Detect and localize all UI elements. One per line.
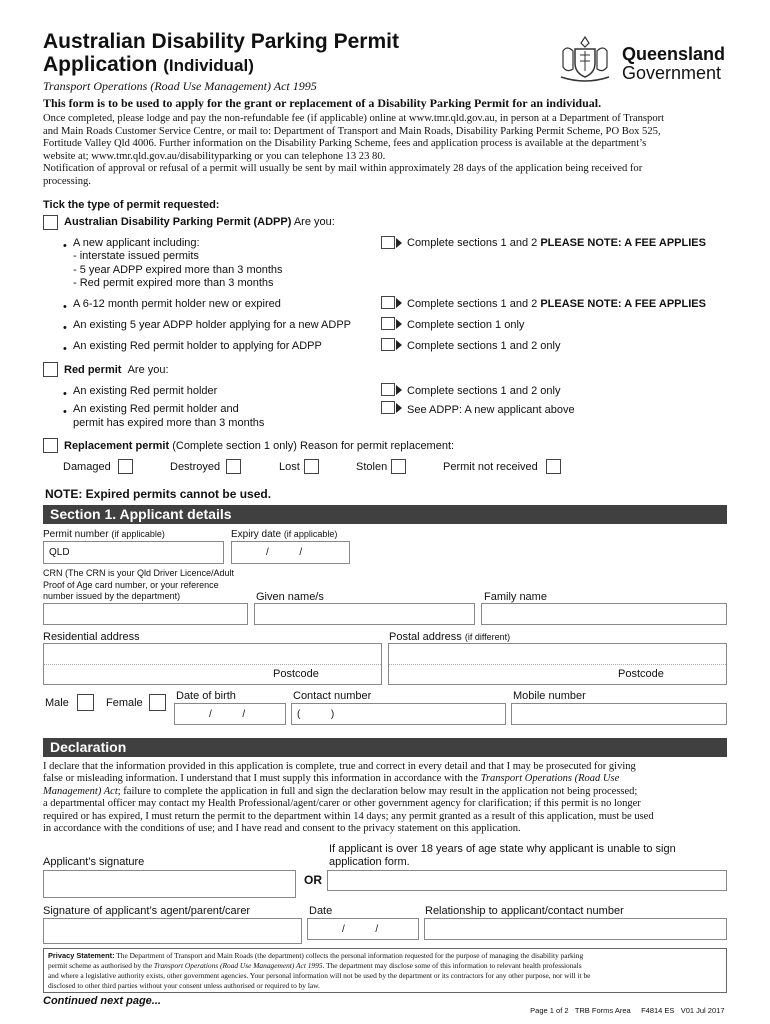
male-label: Male xyxy=(45,697,69,709)
crn-line: number issued by the department) xyxy=(43,591,181,601)
reason-lost-checkbox[interactable] xyxy=(304,459,319,474)
declaration-date-field[interactable] xyxy=(307,918,419,940)
over18-line: application form. xyxy=(329,856,410,868)
intro-line: website at; www.tmr.qld.gov.au/disabilityparking or you can telephone 13 23 80. xyxy=(43,150,386,162)
contact-number-label: Contact number xyxy=(293,690,372,702)
coat-of-arms-icon xyxy=(555,33,615,85)
adpp-item-existing-red-checkbox[interactable] xyxy=(381,338,403,351)
contact-number-field[interactable] xyxy=(291,703,506,725)
adpp-item-existing-red: An existing Red permit holder to applying for ADPP xyxy=(73,340,322,352)
postal-address-hint: (if different) xyxy=(464,632,511,642)
declaration-header: Declaration xyxy=(43,738,727,757)
adpp-label-row xyxy=(64,216,335,228)
arrow-right-icon xyxy=(396,340,402,350)
replacement-label-row xyxy=(64,440,454,452)
bullet: • xyxy=(63,240,67,252)
over18-instruction xyxy=(329,843,676,869)
relationship-field[interactable] xyxy=(424,918,727,940)
red-permit-suffix: Are you: xyxy=(127,364,169,376)
adpp-item-short-term: A 6-12 month permit holder new or expired xyxy=(73,298,281,310)
agent-signature-field[interactable] xyxy=(43,918,302,944)
footer-area: TRB Forms Area xyxy=(574,1006,631,1015)
adpp-item-short-term-checkbox[interactable] xyxy=(381,296,403,309)
permit-number-field[interactable] xyxy=(43,541,224,564)
female-checkbox[interactable] xyxy=(149,694,166,711)
intro-bold: This form is to be used to apply for the grant or replacement of a Disability Parking Permit for an individual. xyxy=(43,96,602,110)
declaration-line: in accordance with the conditions of use; and I have read and consent to the privacy statement on this application. xyxy=(43,823,521,835)
privacy-line-wrap xyxy=(48,951,724,961)
residential-address-field[interactable] xyxy=(43,643,382,685)
title-sub: (Individual) xyxy=(163,56,254,75)
crn-line: CRN (The CRN is your Qld Driver Licence/Adult xyxy=(43,568,235,578)
action-text: Complete sections 1 and 2 xyxy=(407,237,538,249)
privacy-statement-text xyxy=(48,951,724,991)
declaration-line: I declare that the information provided in this application is complete, true and correct in every detail and that I may be prosecuted for giving xyxy=(43,761,636,772)
title-line2-wrap xyxy=(43,53,399,77)
item-line: - interstate issued permits xyxy=(73,250,199,263)
arrow-right-icon xyxy=(396,238,402,248)
act-reference: Transport Operations (Road Use Management) Act 1995 xyxy=(43,79,317,93)
bullet: • xyxy=(63,301,67,313)
address-divider xyxy=(44,664,381,665)
red-permit-label-row xyxy=(64,364,169,376)
crn-line: Proof of Age card number, or your reference xyxy=(43,579,219,590)
bullet: • xyxy=(63,406,67,418)
red-permit-checkbox[interactable] xyxy=(43,362,58,377)
privacy-bold: Privacy Statement: xyxy=(48,951,115,960)
intro-paragraph xyxy=(43,113,743,189)
permit-number-label: Permit number xyxy=(43,529,109,540)
adpp-item-new-applicant xyxy=(73,237,283,290)
arrow-right-icon xyxy=(396,298,402,308)
privacy-statement-box xyxy=(43,948,727,993)
footer-code: F4814 ES xyxy=(641,1006,675,1015)
unable-to-sign-reason-field[interactable] xyxy=(327,870,727,891)
expiry-hint: (if applicable) xyxy=(283,529,338,539)
given-name-label: Given name/s xyxy=(256,591,324,603)
or-label: OR xyxy=(304,873,322,887)
given-name-field[interactable] xyxy=(254,603,475,625)
reason-not-received-label: Permit not received xyxy=(443,461,538,473)
continued-note: Continued next page... xyxy=(43,995,161,1007)
logo-text-government: Government xyxy=(622,63,722,83)
reason-destroyed-label: Destroyed xyxy=(170,461,221,473)
replacement-label: Replacement permit xyxy=(64,440,170,452)
reason-stolen-checkbox[interactable] xyxy=(391,459,406,474)
bullet: • xyxy=(63,343,67,355)
postal-address-label-row xyxy=(389,631,510,643)
applicant-signature-field[interactable] xyxy=(43,870,296,898)
permit-number-hint: (if applicable) xyxy=(111,529,165,539)
declaration-text xyxy=(43,761,733,835)
footer-page: Page 1 of 2 xyxy=(530,1006,569,1015)
declaration-line: ; failure to complete the application in full and sign the declaration below may result in the application not being processed; xyxy=(117,785,638,797)
arrow-right-icon xyxy=(396,385,402,395)
adpp-item-existing-5yr-action: Complete section 1 only xyxy=(407,319,525,331)
replacement-permit-checkbox[interactable] xyxy=(43,438,58,453)
fee-note: PLEASE NOTE: A FEE APPLIES xyxy=(540,237,706,249)
dob-field[interactable] xyxy=(174,703,286,725)
adpp-label: Australian Disability Parking Permit (ADPP) xyxy=(64,216,292,228)
dob-label: Date of birth xyxy=(176,690,236,702)
adpp-suffix: Are you: xyxy=(293,216,335,228)
act-italic: Transport Operations (Road Use xyxy=(480,773,620,785)
act-italic: Management) Act xyxy=(43,785,118,797)
adpp-item-existing-5yr-checkbox[interactable] xyxy=(381,317,403,330)
act-italic: Transport Operations (Road Use Management) Act 1995 xyxy=(153,961,323,970)
adpp-item-existing-red-action: Complete sections 1 and 2 only xyxy=(407,340,561,352)
tick-heading: Tick the type of permit requested: xyxy=(43,199,220,211)
male-checkbox[interactable] xyxy=(77,694,94,711)
female-label: Female xyxy=(106,697,143,709)
adpp-item-short-term-action xyxy=(407,298,706,310)
expiry-date-field[interactable] xyxy=(231,541,350,564)
adpp-item-new-applicant-action xyxy=(407,237,706,249)
expiry-label: Expiry date xyxy=(231,529,282,540)
item-line: - Red permit expired more than 3 months xyxy=(73,276,274,289)
date-slashes: / / xyxy=(342,924,379,935)
privacy-line: disclosed to other third parties without your consent unless authorised or required to by law. xyxy=(48,981,320,990)
reason-damaged-checkbox[interactable] xyxy=(118,459,133,474)
residential-address-label: Residential address xyxy=(43,631,140,643)
declaration-line-wrap xyxy=(43,773,733,785)
over18-line: If applicant is over 18 years of age state why applicant is unable to sign xyxy=(329,843,676,855)
crn-label xyxy=(43,568,234,603)
logo-text-queensland: Queensland xyxy=(622,44,726,64)
relationship-label: Relationship to applicant/contact number xyxy=(425,905,624,917)
item-line: - 5 year ADPP expired more than 3 months xyxy=(73,263,283,276)
section1-header: Section 1. Applicant details xyxy=(43,505,727,524)
red-item-expired-checkbox[interactable] xyxy=(381,401,403,414)
address-divider xyxy=(389,664,726,665)
red-item-existing-checkbox[interactable] xyxy=(381,383,403,396)
red-item-expired-action: See ADPP: A new applicant above xyxy=(407,404,575,416)
form-title xyxy=(43,30,399,77)
expired-note: NOTE: Expired permits cannot be used. xyxy=(45,487,272,501)
title-line1: Australian Disability Parking Permit xyxy=(43,30,399,53)
intro-line: processing. xyxy=(43,175,91,187)
reason-lost-label: Lost xyxy=(279,461,300,473)
intro-line: Notification of approval or refusal of a permit will usually be sent by mail within approximately 28 days of the application being received for xyxy=(43,163,643,175)
declaration-line-wrap xyxy=(43,786,733,798)
declaration-line: a departmental officer may contact my Health Professional/agent/carer or other government agency for clarification; if this permit is no longer xyxy=(43,798,641,810)
contact-parens: ( ) xyxy=(297,709,335,720)
action-text: Complete sections 1 and 2 xyxy=(407,298,538,310)
item-line: An existing Red permit holder and xyxy=(73,403,239,415)
adpp-item-new-applicant-checkbox[interactable] xyxy=(381,236,403,249)
bullet: • xyxy=(63,322,67,334)
expiry-slashes: / / xyxy=(266,547,303,558)
footer-meta xyxy=(526,997,725,1015)
dob-slashes: / / xyxy=(209,709,246,720)
reason-not-received-checkbox[interactable] xyxy=(546,459,561,474)
bullet: • xyxy=(63,388,67,400)
applicant-signature-label: Applicant’s signature xyxy=(43,856,145,868)
mobile-number-label: Mobile number xyxy=(513,690,586,702)
arrow-right-icon xyxy=(396,403,402,413)
agent-signature-label: Signature of applicant’s agent/parent/carer xyxy=(43,905,251,917)
date-label: Date xyxy=(309,905,333,917)
reason-stolen-label: Stolen xyxy=(356,461,388,473)
red-item-existing-action: Complete sections 1 and 2 only xyxy=(407,385,561,397)
intro-line: Once completed, please lodge and pay the non-refundable fee (if applicable) online at www.tmr.qld.gov.au, in person at a Department of Transport xyxy=(43,113,665,124)
adpp-checkbox[interactable] xyxy=(43,215,58,230)
reason-damaged-label: Damaged xyxy=(63,461,111,473)
residential-postcode-label: Postcode xyxy=(273,668,319,680)
declaration-line: false or misleading information. I understand that I must supply this information in accordance with the xyxy=(43,773,481,785)
intro-line: and Main Roads Customer Service Centre, or mail to: Department of Transport and Main Roads, Disability Parking Permit Scheme, PO Box 525, xyxy=(43,125,661,137)
privacy-line: and where a legislative authority exists, other government agencies. Your personal information will not be used by the department or its contractors for any other purpose, nor will it be xyxy=(48,971,591,980)
arrow-right-icon xyxy=(396,319,402,329)
adpp-item-existing-5yr: An existing 5 year ADPP holder applying for a new ADPP xyxy=(73,319,352,331)
postal-address-label: Postal address xyxy=(389,631,462,643)
intro-line: Fortitude Valley Qld 4006. Further information on the Disability Parking Scheme, fees and application process is available at the department’s xyxy=(43,138,647,150)
red-item-expired xyxy=(73,403,264,430)
mobile-number-field[interactable] xyxy=(511,703,727,725)
government-logo-text xyxy=(622,45,725,83)
replacement-suffix: (Complete section 1 only) Reason for permit replacement: xyxy=(172,440,455,452)
permit-number-prefix: QLD xyxy=(49,547,70,558)
title-line2: Application xyxy=(43,53,158,76)
item-line: A new applicant including: xyxy=(73,237,200,249)
postal-postcode-label: Postcode xyxy=(618,668,664,680)
red-permit-label: Red permit xyxy=(64,364,122,376)
family-name-field[interactable] xyxy=(481,603,727,625)
fee-note: PLEASE NOTE: A FEE APPLIES xyxy=(540,298,706,310)
privacy-line: . The department may disclose some of this information to relevant health professionals xyxy=(322,961,582,970)
crn-field[interactable] xyxy=(43,603,248,625)
item-line: permit has expired more than 3 months xyxy=(73,416,265,429)
privacy-line: permit scheme as authorised by the xyxy=(48,961,154,970)
declaration-line: required or has expired, I must return the permit to the department within 14 days; any permit granted as a result of this application, must be used xyxy=(43,810,654,822)
permit-number-label-row xyxy=(43,529,165,540)
privacy-line: The Department of Transport and Main Roads (the department) collects the personal information requested for the purpose of managing the disability parking xyxy=(114,951,584,960)
footer-version: V01 Jul 2017 xyxy=(680,1006,725,1015)
reason-destroyed-checkbox[interactable] xyxy=(226,459,241,474)
red-item-existing: An existing Red permit holder xyxy=(73,385,218,397)
expiry-label-row xyxy=(231,529,337,540)
postal-address-field[interactable] xyxy=(388,643,727,685)
family-name-label: Family name xyxy=(484,591,547,603)
privacy-line-wrap xyxy=(48,961,724,971)
